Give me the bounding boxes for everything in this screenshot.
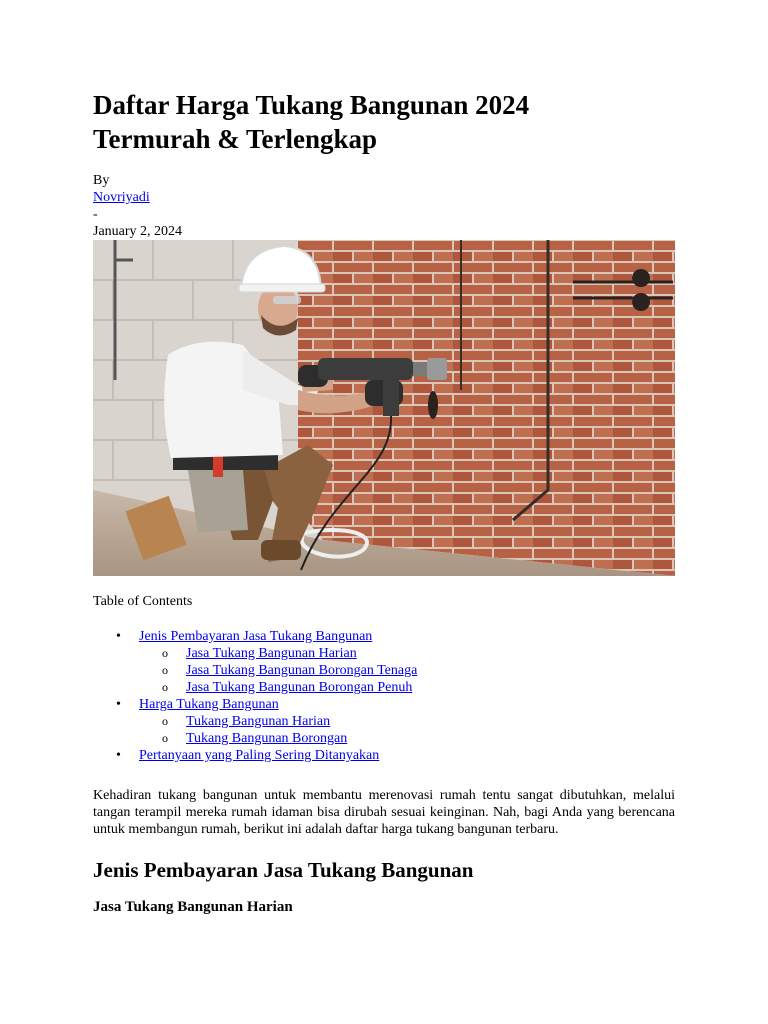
toc-link-borongan-penuh[interactable]: Jasa Tukang Bangunan Borongan Penuh bbox=[186, 680, 413, 695]
toc-sublist bbox=[139, 713, 675, 747]
subsection-heading: Jasa Tukang Bangunan Harian bbox=[93, 899, 293, 915]
toc-link-borongan-tenaga[interactable]: Jasa Tukang Bangunan Borongan Tenaga bbox=[186, 663, 418, 678]
toc-subitem bbox=[139, 645, 675, 662]
toc-item bbox=[93, 696, 675, 747]
meta-separator: - bbox=[93, 207, 98, 222]
toc-subitem bbox=[139, 713, 675, 730]
table-of-contents bbox=[93, 628, 675, 764]
article-title-line-1: Daftar Harga Tukang Bangunan 2024 bbox=[93, 90, 530, 120]
article-meta bbox=[93, 172, 675, 240]
publish-date: January 2, 2024 bbox=[93, 224, 183, 239]
toc-link-harga-tukang[interactable]: Harga Tukang Bangunan bbox=[139, 697, 279, 712]
toc-link-faq[interactable]: Pertanyaan yang Paling Sering Ditanyakan bbox=[139, 748, 380, 763]
toc-link-jenis-pembayaran[interactable]: Jenis Pembayaran Jasa Tukang Bangunan bbox=[139, 629, 373, 644]
toc-link-tukang-borongan[interactable]: Tukang Bangunan Borongan bbox=[186, 731, 348, 746]
toc-sublist bbox=[139, 645, 675, 696]
intro-paragraph: Kehadiran tukang bangunan untuk membantu merenovasi rumah tentu sangat dibutuhkan, melalui tangan terampil mereka rumah idaman bisa dirubah sesuai keinginan. Nah, bagi Anda yang berencana untuk membangun rumah, berikut ini adalah daftar harga tukang bangunan terbaru. bbox=[93, 788, 675, 837]
author-link[interactable]: Novriyadi bbox=[93, 190, 150, 205]
toc-subitem bbox=[139, 679, 675, 696]
toc-link-jasa-harian[interactable]: Jasa Tukang Bangunan Harian bbox=[186, 646, 357, 661]
toc-link-tukang-harian[interactable]: Tukang Bangunan Harian bbox=[186, 714, 331, 729]
toc-title: Table of Contents bbox=[93, 594, 193, 609]
toc-subitem bbox=[139, 662, 675, 679]
by-label: By bbox=[93, 173, 110, 188]
toc-item bbox=[93, 747, 675, 764]
section-heading: Jenis Pembayaran Jasa Tukang Bangunan bbox=[93, 858, 474, 882]
toc-subitem bbox=[139, 730, 675, 747]
hero-image-construction-worker bbox=[93, 240, 675, 576]
article-title-line-2: Termurah & Terlengkap bbox=[93, 124, 378, 154]
toc-item bbox=[93, 628, 675, 696]
article-title bbox=[93, 88, 675, 156]
article-content bbox=[93, 88, 675, 917]
